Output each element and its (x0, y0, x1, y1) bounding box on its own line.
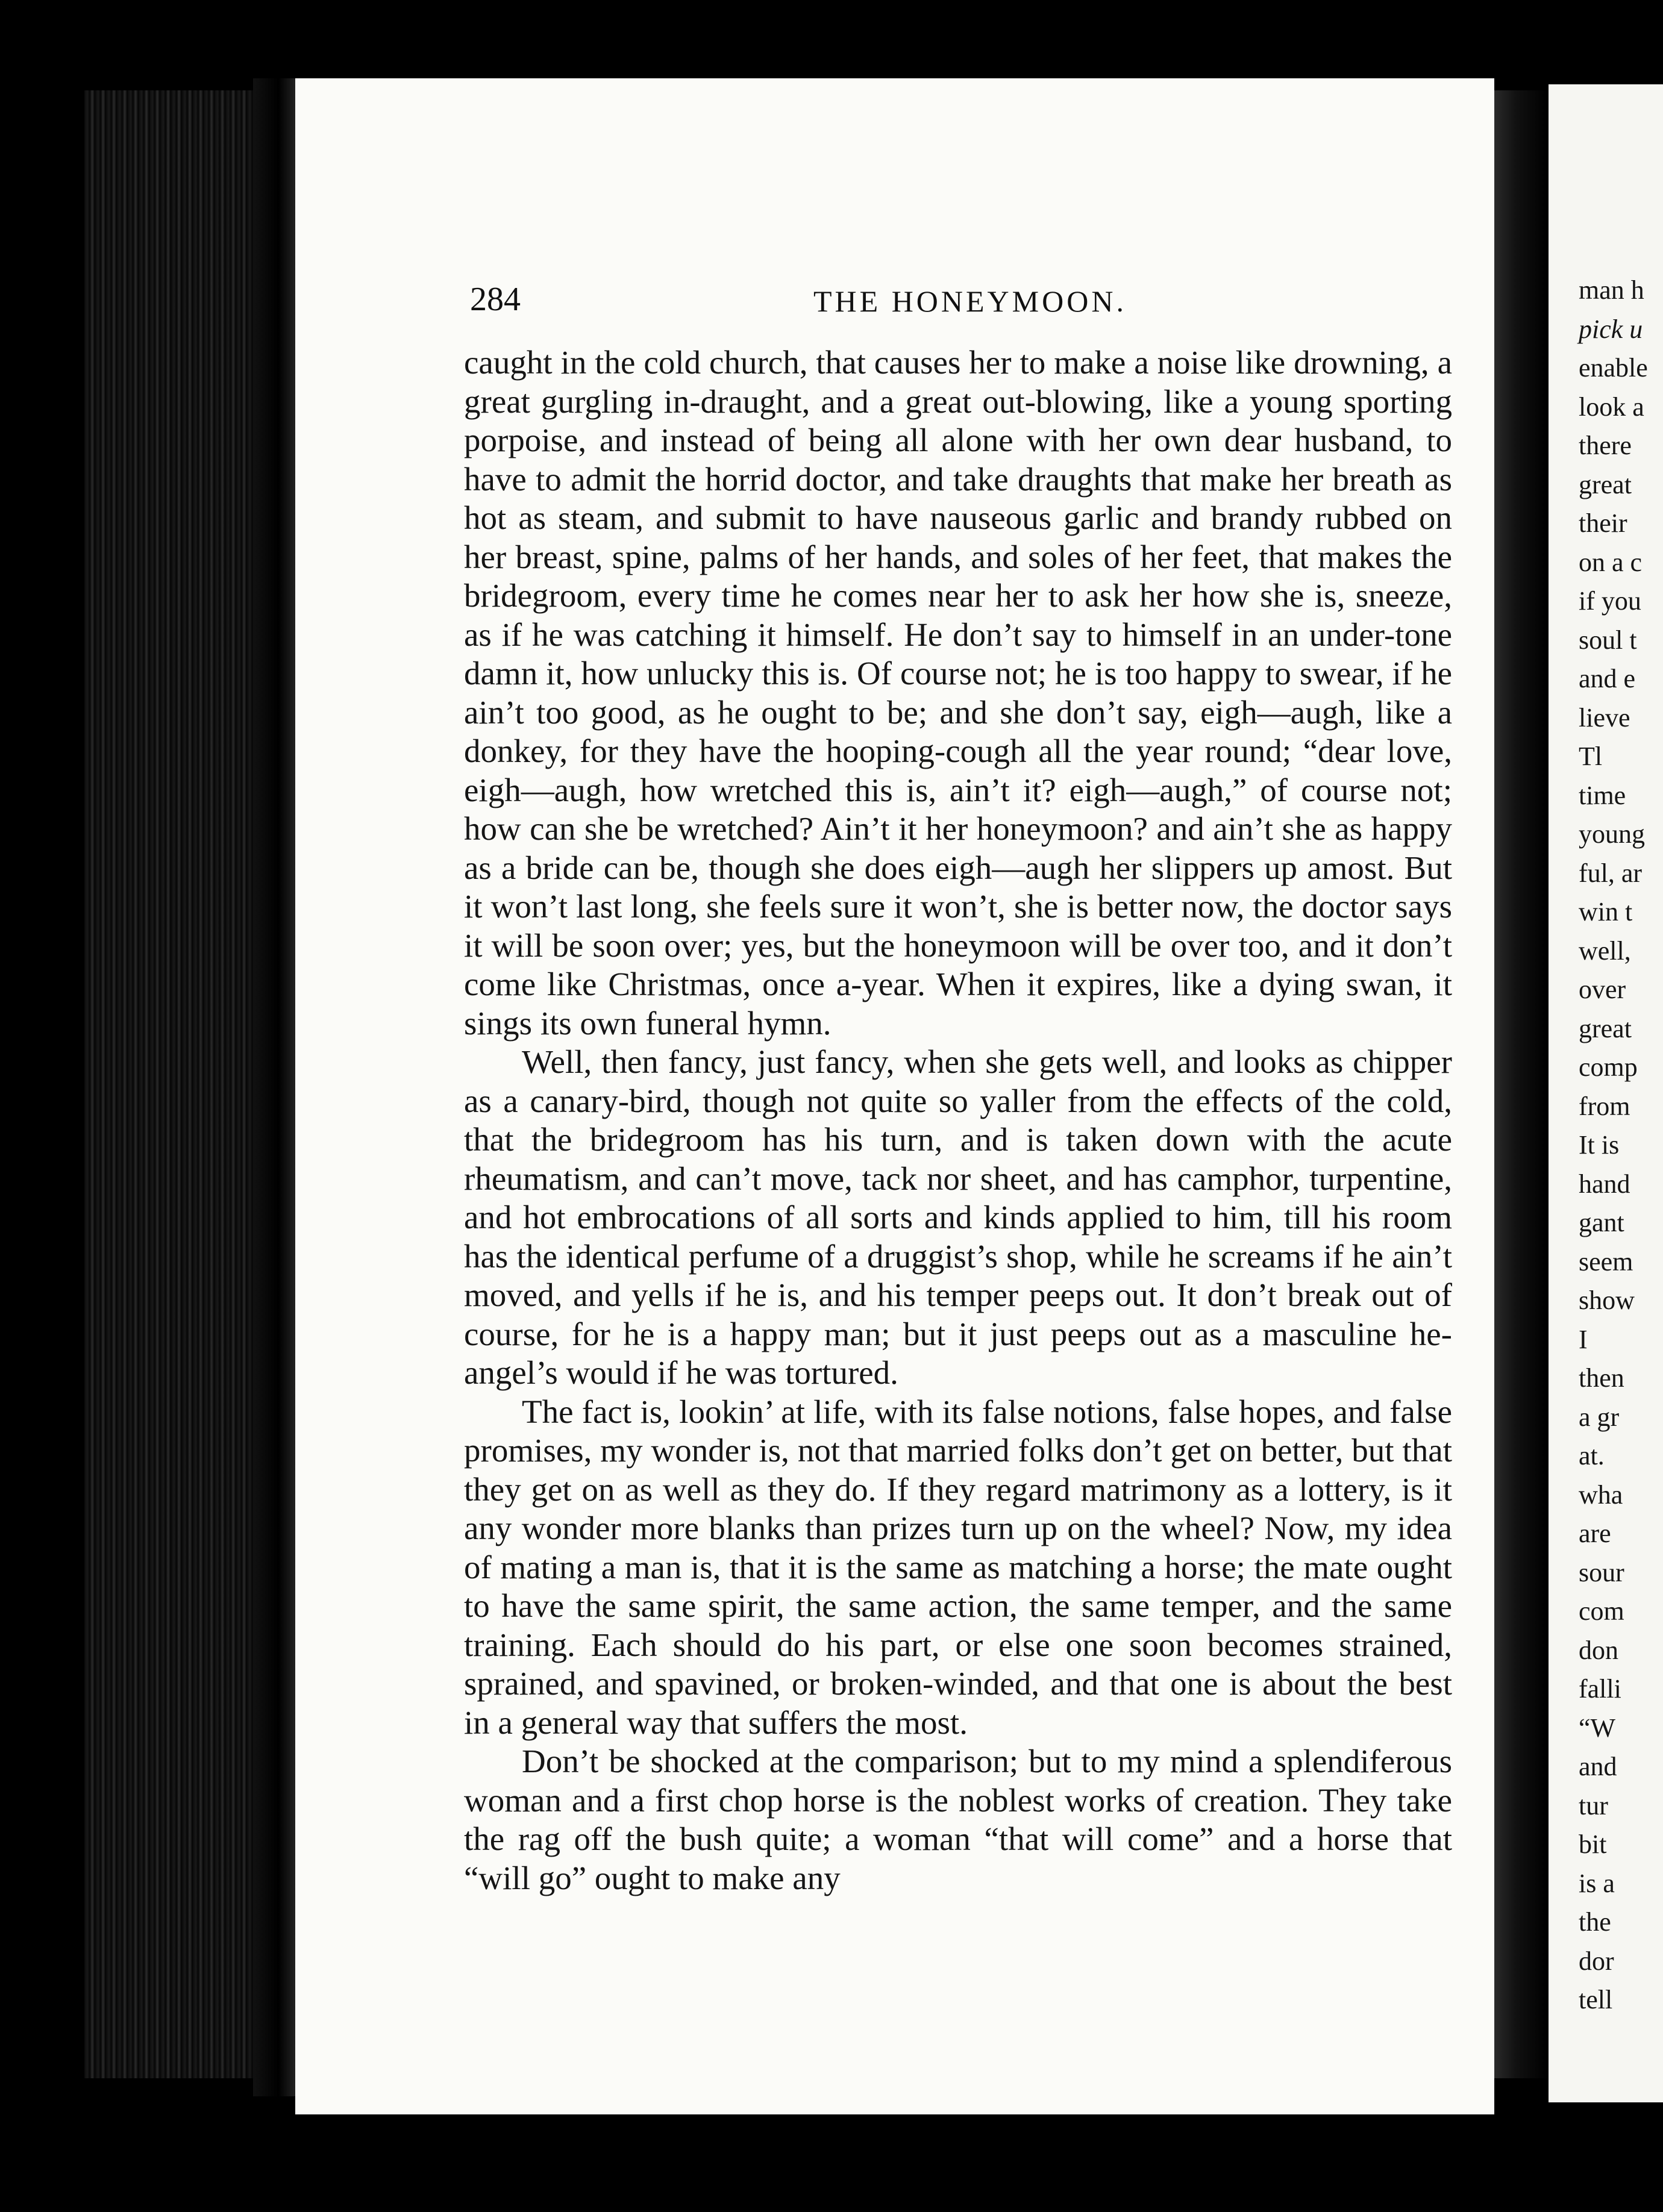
facing-line: a gr (1579, 1402, 1620, 1432)
facing-line: well, (1579, 936, 1631, 966)
facing-line: com (1579, 1596, 1624, 1626)
left-page (295, 78, 1494, 2114)
page-stack-edge (253, 78, 295, 2096)
facing-line: falli (1579, 1674, 1621, 1704)
facing-line: lieve (1579, 702, 1630, 733)
facing-line: show (1579, 1286, 1635, 1315)
facing-line: hand (1579, 1169, 1630, 1199)
facing-line: comp (1579, 1052, 1638, 1082)
facing-line: over (1579, 975, 1626, 1004)
facing-line: win t (1579, 897, 1633, 926)
facing-line: then (1579, 1363, 1624, 1393)
facing-line: soul t (1579, 625, 1637, 655)
facing-line: Tl (1579, 742, 1603, 771)
body-text (464, 343, 1452, 1898)
facing-line: time (1579, 780, 1626, 810)
facing-line: are (1579, 1519, 1611, 1548)
facing-line: tur (1579, 1790, 1608, 1820)
facing-line: man h (1579, 275, 1644, 305)
facing-line: if you (1579, 586, 1641, 616)
paragraph-1: caught in the cold church, that causes her to make a noise like drowning, a great gurgling in-draught, and a great out-blowing, like a young sporting porpoise, and instead of being all alone with her own dear husband, to have to admit the horrid doctor, and take draughts that make her breath as hot as steam, and submit to have nauseous garlic and brandy rubbed on her breast, spine, palms of her hands, and soles of her feet, that makes the bridegroom, every time he comes near her to ask her how she is, sneeze, as if he was catching it himself. He don’t say to himself in an under-tone damn it, how unlucky this is. Of course not; he is too happy to swear, if he ain’t too good, as he ought to be; and she don’t say, eigh—augh, like a donkey, for they have the hooping-cough all the year round; “dear love, eigh—augh, how wretched this is, ain’t it? eigh—augh,” of course not; how can she be wretched? Ain’t it her honeymoon? and ain’t she as happy as a bride can be, though she does eigh—augh her slippers up amost. But it won’t last long, she feels sure it won’t, she is better now, the doctor says it will be soon over; yes, but the honeymoon will be over too, and it don’t come like Christmas, once a-year. When it expires, like a dying swan, it sings its own funeral hymn. (464, 344, 1452, 1042)
facing-line: tell (1579, 1985, 1613, 2014)
facing-line: pick u (1579, 314, 1643, 344)
facing-line: wha (1579, 1479, 1623, 1510)
facing-line: enable (1579, 353, 1648, 383)
facing-line: seem (1579, 1246, 1633, 1276)
facing-line: from (1579, 1091, 1630, 1121)
facing-line: their (1579, 508, 1627, 538)
facing-line: on a c (1579, 547, 1643, 577)
facing-page-lines (1579, 271, 1648, 2020)
facing-line: the (1579, 1907, 1611, 1937)
running-head (295, 280, 1494, 322)
facing-line: “W (1579, 1713, 1616, 1743)
facing-line: there (1579, 431, 1632, 460)
paragraph-4: Don’t be shocked at the comparison; but to my mind a splendiferous woman and a first chop horse is the noblest works of creation. They take the rag off the bush quite; a woman “that will come” and a horse that “will go” ought to make any (464, 1743, 1452, 1896)
facing-line: It is (1579, 1130, 1620, 1160)
facing-line: look a (1579, 392, 1644, 422)
facing-line: ful, ar (1579, 858, 1643, 888)
running-title: THE HONEYMOON. (813, 284, 1127, 318)
facing-line: and (1579, 1752, 1617, 1781)
paragraph-2: Well, then fancy, just fancy, when she gets well, and looks as chipper as a canary-bird, though not quite so yaller from the effects of the cold, that the bridegroom has his turn, and is taken down with the acute rheumatism, and can’t move, tack nor sheet, and has camphor, turpentine, and hot embrocations of all sorts and kinds applied to him, till his room has the identical perfume of a druggist’s shop, while he screams if he ain’t moved, and yells if he is, and his temper peeps out. It don’t break out of course, for he is a happy man; but it just peeps out as a masculine he-angel’s would if he was tortured. (464, 1043, 1452, 1391)
facing-line: dor (1579, 1946, 1614, 1976)
facing-line: don (1579, 1635, 1618, 1665)
gutter-shadow (1494, 90, 1549, 2078)
page-number: 284 (470, 281, 521, 318)
facing-line: sour (1579, 1557, 1624, 1587)
facing-page-fragment (1549, 84, 1663, 2102)
facing-line: and e (1579, 664, 1636, 693)
facing-line: great (1579, 469, 1632, 499)
paragraph-3: The fact is, lookin’ at life, with its false notions, false hopes, and false promises, my wonder is, not that married folks don’t get on better, but that they get on as well as they do. If they regard matrimony as a lottery, is it any wonder more blanks than prizes turn up on the wheel? Now, my idea of mating a man is, that it is the same as matching a horse; the mate ought to have the same spirit, the same action, the same temper, and the same training. Each should do his part, or else one soon becomes strained, sprained, and spavined, or broken-winded, and that one is about the best in a general way that suffers the most. (464, 1393, 1452, 1741)
facing-line: at. (1579, 1441, 1605, 1470)
facing-line: gant (1579, 1208, 1624, 1237)
facing-line: is a (1579, 1868, 1615, 1898)
facing-line: young (1579, 819, 1645, 849)
facing-line: bit (1579, 1829, 1607, 1859)
facing-line: great (1579, 1013, 1632, 1043)
facing-line: I (1579, 1324, 1588, 1354)
